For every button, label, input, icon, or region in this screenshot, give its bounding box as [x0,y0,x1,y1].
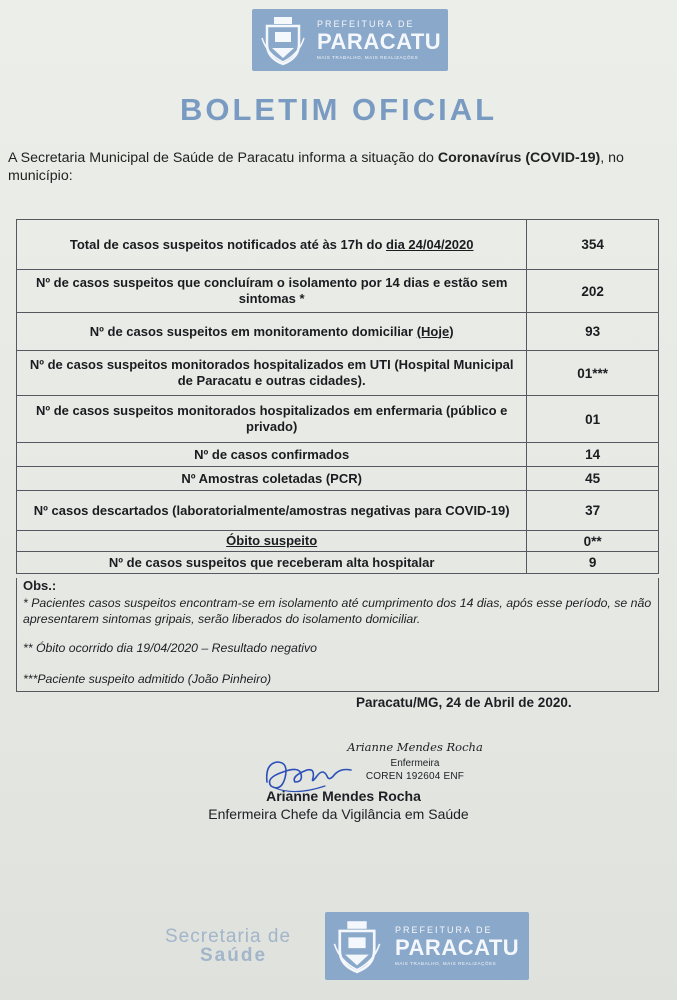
secretaria-saude-logo [165,927,291,965]
obs-note-2: ** Óbito ocorrido dia 19/04/2020 – Resultado negativo [23,641,317,655]
row-value: 93 [527,313,659,351]
row-value: 0** [527,531,659,552]
row-value: 01*** [527,351,659,396]
stamp-role: Enfermeira [390,758,440,769]
obs-note-3: ***Paciente suspeito admitido (João Pinheiro) [23,672,272,686]
signer-role: Enfermeira Chefe da Vigilância em Saúde [208,806,469,822]
row-label: Óbito suspeito [17,531,527,552]
logo-line1: PREFEITURA DE [317,18,415,29]
signer-name: Arianne Mendes Rocha [266,788,421,804]
row-label: Nº de casos suspeitos monitorados hospitalizados em enfermaria (público e privado) [17,396,527,443]
row-label: Nº de casos suspeitos em monitoramento domiciliar (Hoje) [17,313,527,351]
table-row [17,396,659,443]
row-label: Nº Amostras coletadas (PCR) [17,467,527,491]
logo-line2: PARACATU [317,28,442,54]
row-label: Nº de casos suspeitos que concluíram o isolamento por 14 dias e estão sem sintomas * [17,270,527,313]
stamp [335,740,495,782]
row-value: 14 [527,443,659,467]
table-row [17,313,659,351]
row-value: 37 [527,491,659,531]
prefeitura-logo-top [252,9,448,71]
obs-note-1: * Pacientes casos suspeitos encontram-se em isolamento até cumprimento dos 14 dias, após esse período, se não apresentarem sintomas gripais, serão liberados do isolamento domiciliar. [23,596,652,626]
logo-tagline: MAIS TRABALHO, MAIS REALIZAÇÕES [395,960,497,966]
bulletin-table [16,219,659,574]
place-date: Paracatu/MG, 24 de Abril de 2020. [356,695,572,710]
row-label: Nº casos descartados (laboratorialmente/amostras negativas para COVID-19) [17,491,527,531]
row-label: Total de casos suspeitos notificados até às 17h do dia 24/04/2020 [17,220,527,270]
intro-bold: Coronavírus (COVID-19) [437,150,601,166]
logo-tagline: MAIS TRABALHO, MAIS REALIZAÇÕES [317,54,419,60]
table-row [17,491,659,531]
table-row [17,467,659,491]
row-label: Nº de casos suspeitos monitorados hospitalizados em UTI (Hospital Municipal de Paracatu e outras cidades). [17,351,527,396]
signer-block [0,788,677,822]
row-value: 202 [527,270,659,313]
logo-line1: PREFEITURA DE [395,924,493,935]
obs-heading: Obs.: [23,578,57,593]
row-value: 01 [527,396,659,443]
observations-box [16,578,659,692]
secretaria-line1: Secretaria de [165,926,292,947]
intro-text [8,149,668,185]
table-row [17,531,659,552]
table-row [17,552,659,574]
row-value: 45 [527,467,659,491]
secretaria-line2: Saúde [200,945,268,966]
table-row [17,351,659,396]
intro-post: , no município: [8,150,624,184]
prefeitura-logo-bottom [325,912,529,980]
intro-pre: A Secretaria Municipal de Saúde de Paracatu informa a situação do [8,150,438,166]
row-value: 354 [527,220,659,270]
stamp-coren: COREN 192604 ENF [365,771,465,782]
table-row [17,270,659,313]
logo-line2: PARACATU [395,934,520,960]
row-value: 9 [527,552,659,574]
table-row [17,220,659,270]
city-crest-icon [333,918,381,974]
table-row [17,443,659,467]
row-label: Nº de casos suspeitos que receberam alta hospitalar [17,552,527,574]
city-crest-icon [261,14,305,66]
row-label: Nº de casos confirmados [17,443,527,467]
stamp-name: Arianne Mendes Rocha [347,740,483,754]
document-title: BOLETIM OFICIAL [179,92,498,127]
